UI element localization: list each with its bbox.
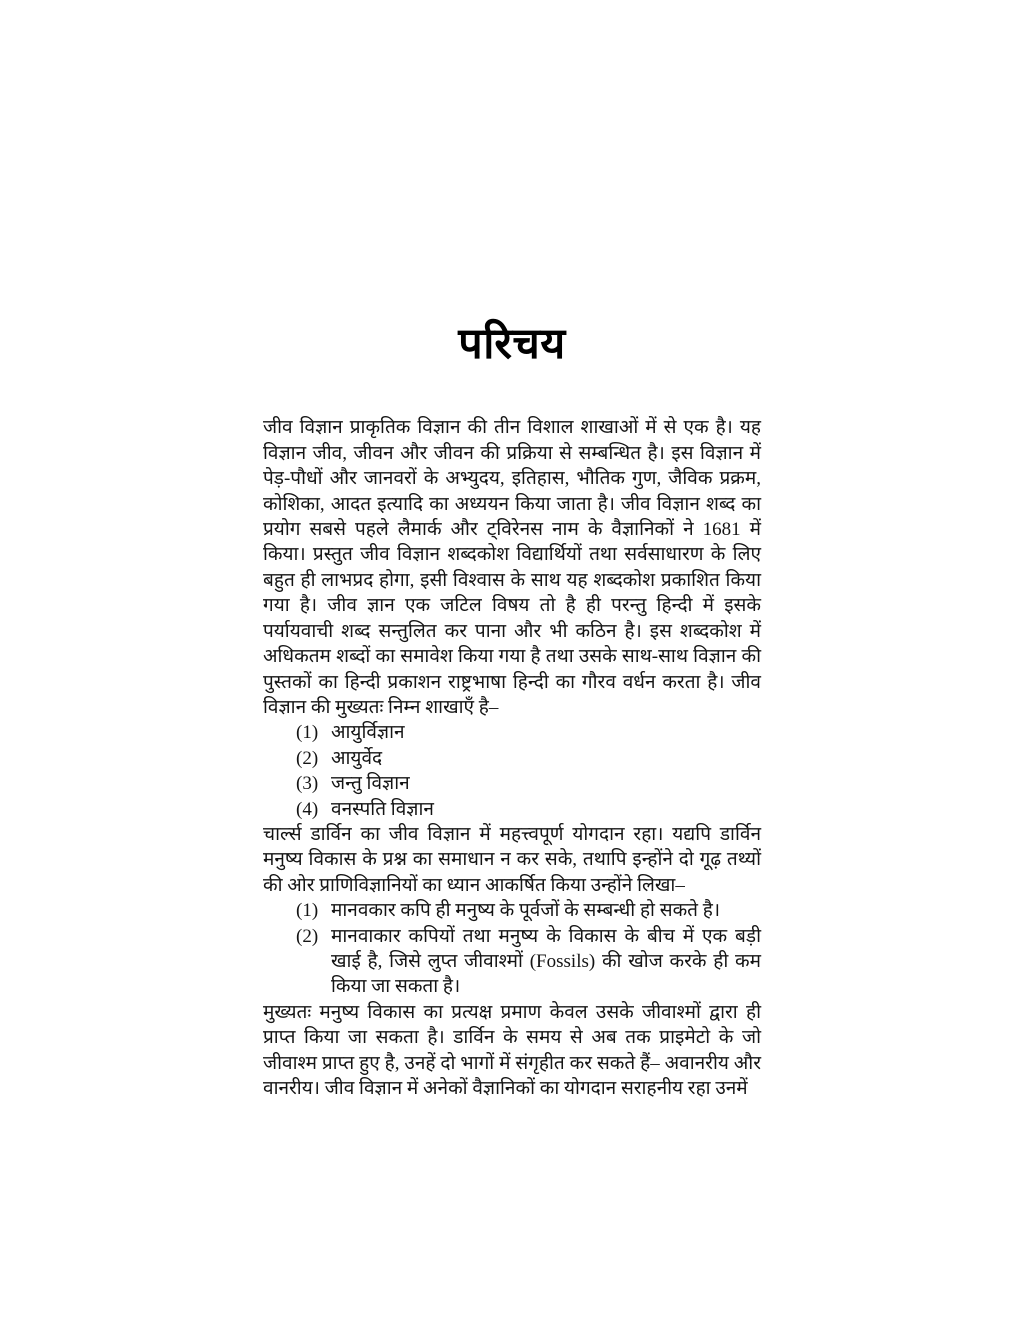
list-item-number: (2) — [296, 747, 319, 769]
list-item-text: मानवकार कपि ही मनुष्य के पूर्वजों के सम्बन्धी हो सकते है। — [331, 900, 721, 922]
page-title: परिचय — [458, 321, 566, 368]
list-item-text: जन्तु विज्ञान — [331, 773, 410, 795]
fossils-paragraph: मुख्यतः मनुष्य विकास का प्रत्यक्ष प्रमाण केवल उसके जीवाश्मों द्वारा ही प्राप्त किया जा सकता है। डार्विन के समय से अब तक प्राइमेटो के जो जीवाश्म प्राप्त हुए है, उनहें दो भागों में संगृहीत कर सकते हैं– अवानरीय और वानरीय। जीव विज्ञान में अनेकों वैज्ञानिकों का योगदान सराहनीय रहा उनमें — [263, 1001, 761, 1099]
intro-paragraph: जीव विज्ञान प्राकृतिक विज्ञान की तीन विशाल शाखाओं में से एक है। यह विज्ञान जीव, जीवन और जीवन की प्रक्रिया से सम्बन्धित है। इस विज्ञान में पेड़-पौधों और जानवरों के अभ्युदय, इतिहास, भौतिक गुण, जैविक प्रक्रम, कोशिका, आदत इत्यादि का अध्ययन किया जाता है। जीव विज्ञान शब्द का प्रयोग सबसे पहले लैमार्क और ट्विरेनस नाम के वैज्ञानिकों ने 1681 में किया। प्रस्तुत जीव विज्ञान शब्दकोश विद्यार्थियों तथा सर्वसाधारण के लिए बहुत ही लाभप्रद होगा, इसी विश्वास के साथ यह शब्दकोश प्रकाशित किया गया है। जीव ज्ञान एक जटिल विषय तो है ही परन्तु हिन्दी में इसके पर्यायवाची शब्द सन्तुलित कर पाना और भी कठिन है। इस शब्दकोश में अधिकतम शब्दों का समावेश किया गया है तथा उसके साथ-साथ विज्ञान की पुस्तकों का हिन्दी प्रकाशन राष्ट्रभाषा हिन्दी का गौरव वर्धन करता है। जीव विज्ञान की मुख्यतः निम्न शाखाएँ है– — [263, 417, 761, 718]
list-item — [263, 898, 761, 923]
list-item — [263, 746, 761, 771]
list-item-number: (1) — [296, 900, 319, 922]
list-item — [263, 924, 761, 1000]
darwin-paragraph: चार्ल्स डार्विन का जीव विज्ञान में महत्त्वपूर्ण योगदान रहा। यद्यपि डार्विन मनुष्य विकास के प्रश्न का समाधान न कर सके, तथापि इन्होंने दो गूढ़ तथ्यों की ओर प्राणिविज्ञानियों का ध्यान आकर्षित किया उन्होंने लिखा– — [263, 823, 761, 896]
list-item-number: (1) — [296, 722, 319, 744]
darwin-points-list — [263, 898, 761, 1000]
branches-list — [263, 720, 761, 822]
list-item-text: आयुर्विज्ञान — [331, 722, 405, 744]
list-item-text: वनस्पति विज्ञान — [331, 798, 434, 820]
list-item-text: मानवाकार कपियों तथा मनुष्य के विकास के बीच में एक बड़ी खाई है, जिसे लुप्त जीवाश्मों (Fossils) की खोज करके ही कम किया जा सकता है। — [331, 925, 761, 998]
list-item-text: आयुर्वेद — [331, 747, 383, 769]
list-item — [263, 720, 761, 745]
list-item-number: (2) — [296, 925, 319, 947]
list-item-number: (3) — [296, 773, 319, 795]
list-item-number: (4) — [296, 798, 319, 820]
list-item — [263, 771, 761, 796]
text-column — [263, 320, 761, 1101]
list-item — [263, 797, 761, 822]
